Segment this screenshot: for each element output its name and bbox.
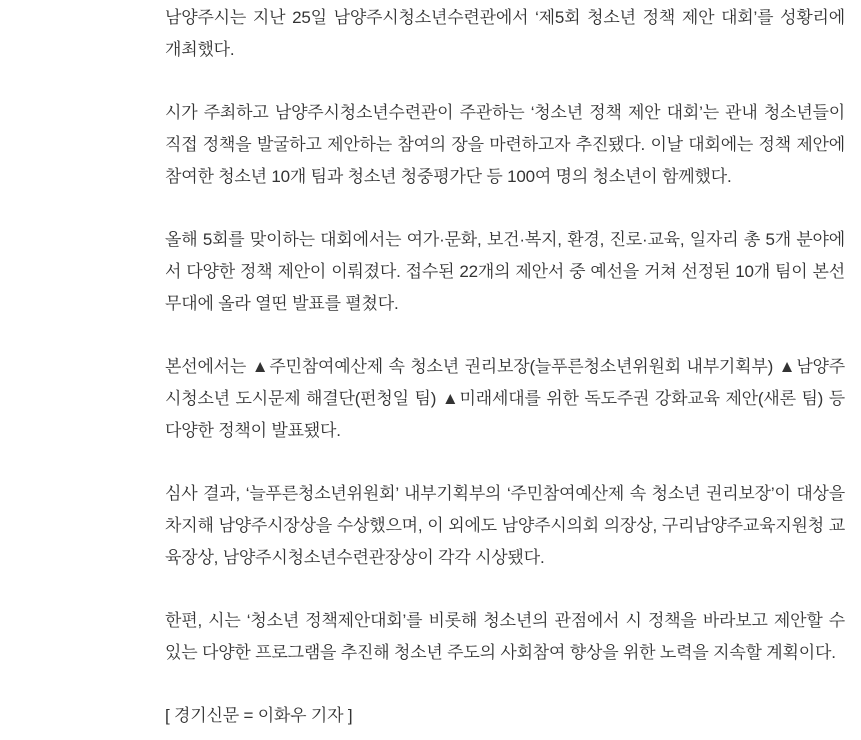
article-paragraph: 시가 주최하고 남양주시청소년수련관이 주관하는 ‘청소년 정책 제안 대회’는 관내 청소년들이 직접 정책을 발굴하고 제안하는 참여의 장을 마련하고자 추진됐다. 이날 대회에는 정책 제안에 참여한 청소년 10개 팀과 청소년 청중평가단 등 100여 명의 청소년이 함께했다. <box>165 103 846 186</box>
article-body <box>165 2 845 669</box>
article-paragraph: 남양주시는 지난 25일 남양주시청소년수련관에서 ‘제5회 청소년 정책 제안 대회’를 성황리에 개최했다. <box>165 8 845 59</box>
article-paragraph: 본선에서는 ▲주민참여예산제 속 청소년 권리보장(늘푸른청소년위원회 내부기획부) ▲남양주시청소년 도시문제 해결단(펀청일 팀) ▲미래세대를 위한 독도주권 강화교육 제안(새론 팀) 등 다양한 정책이 발표됐다. <box>165 357 845 440</box>
article-paragraph: 한편, 시는 ‘청소년 정책제안대회’를 비롯해 청소년의 관점에서 시 정책을 바라보고 제안할 수 있는 다양한 프로그램을 추진해 청소년 주도의 사회참여 향상을 위한 노력을 지속할 계획이다. <box>165 611 845 662</box>
byline: [ 경기신문 = 이화우 기자 ] <box>165 706 353 725</box>
article-paragraph: 올해 5회를 맞이하는 대회에서는 여가·문화, 보건·복지, 환경, 진로·교육, 일자리 총 5개 분야에서 다양한 정책 제안이 이뤄졌다. 접수된 22개의 제안서 중 예선을 거쳐 선정된 10개 팀이 본선 무대에 올라 열띤 발표를 펼쳤다. <box>165 230 845 313</box>
article-paragraph: 심사 결과, ‘늘푸른청소년위원회’ 내부기획부의 ‘주민참여예산제 속 청소년 권리보장’이 대상을 차지해 남양주시장상을 수상했으며, 이 외에도 남양주시의회 의장상, 구리남양주교육지원청 교육장상, 남양주시청소년수련관장상이 각각 시상됐다. <box>165 484 845 567</box>
news-article <box>165 2 845 732</box>
